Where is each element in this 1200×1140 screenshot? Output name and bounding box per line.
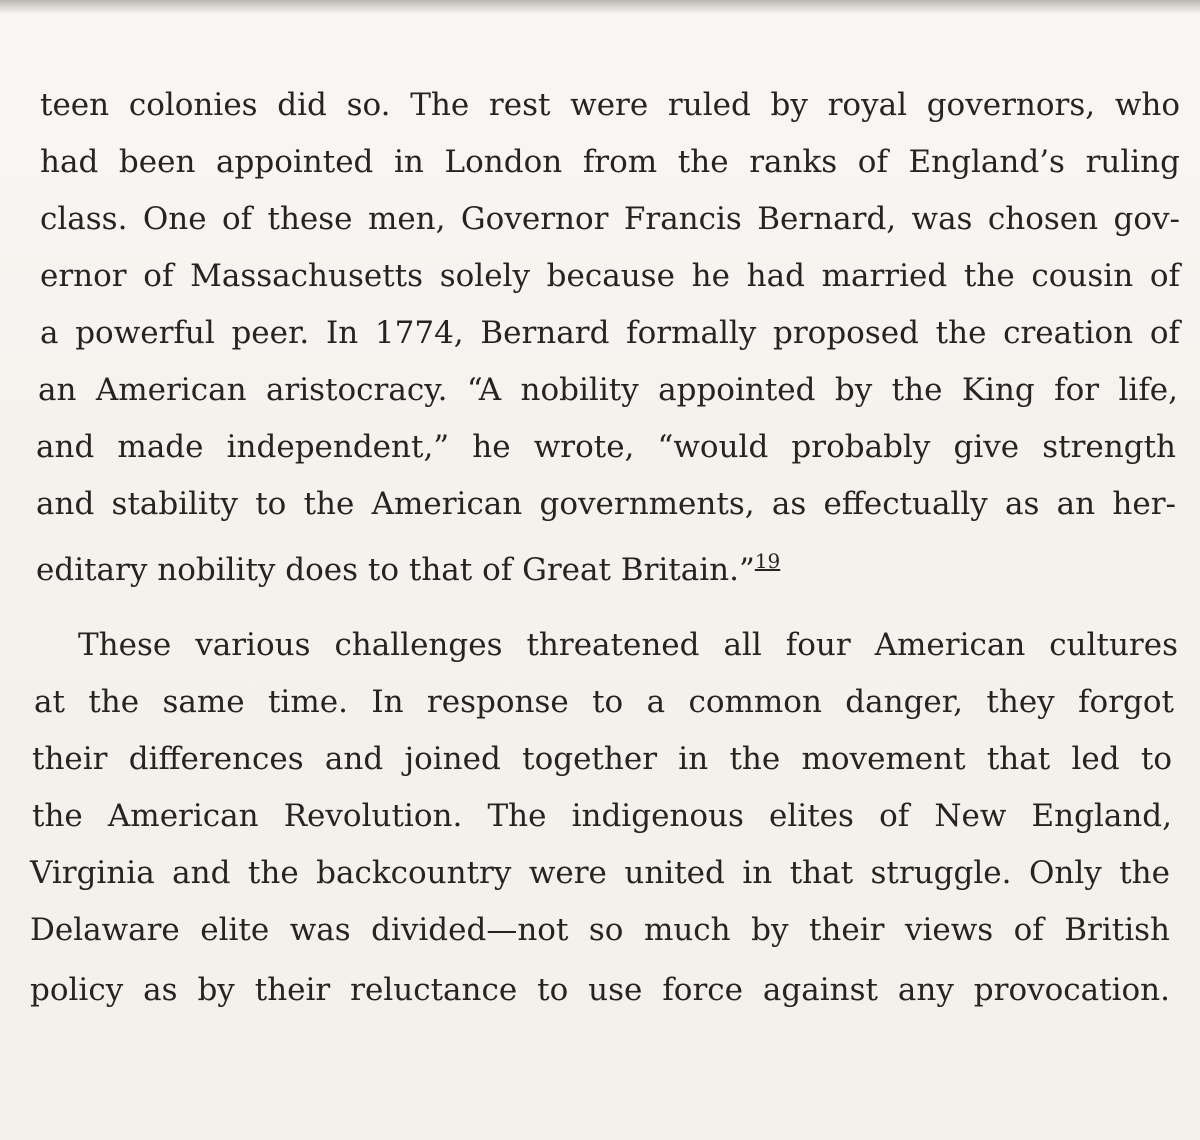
footnote-ref[interactable]: 19 [754, 549, 781, 573]
text-line: and stability to the American governments, as effectually as an her- [36, 486, 1176, 522]
text-line: had been appointed in London from the ranks of England’s ruling [40, 144, 1180, 180]
page-top-edge [0, 0, 1200, 14]
text-line: teen colonies did so. The rest were ruled by royal governors, who [40, 87, 1180, 123]
text-line: and made independent,” he wrote, “would probably give strength [36, 429, 1176, 465]
text-line: an American aristocracy. “A nobility appointed by the King for life, [38, 372, 1178, 408]
text-line: their differences and joined together in the movement that led to [32, 741, 1172, 777]
text-line-content: editary nobility does to that of Great Britain.” [36, 552, 755, 588]
text-line: policy as by their reluctance to use force against any provocation. [30, 972, 1170, 1008]
text-line: a powerful peer. In 1774, Bernard formally proposed the creation of [40, 315, 1180, 351]
text-line: ernor of Massachusetts solely because he had married the cousin of [40, 258, 1180, 294]
text-line: class. One of these men, Governor Francis Bernard, was chosen gov- [40, 201, 1180, 237]
text-line: Delaware elite was divided—not so much by their views of British [30, 912, 1170, 948]
text-line-last [36, 541, 780, 590]
text-line: at the same time. In response to a common danger, they forgot [34, 684, 1174, 720]
text-line: These various challenges threatened all four American cultures [78, 627, 1178, 663]
text-line: Virginia and the backcountry were united in that struggle. Only the [30, 855, 1170, 891]
text-line: the American Revolution. The indigenous elites of New England, [32, 798, 1172, 834]
